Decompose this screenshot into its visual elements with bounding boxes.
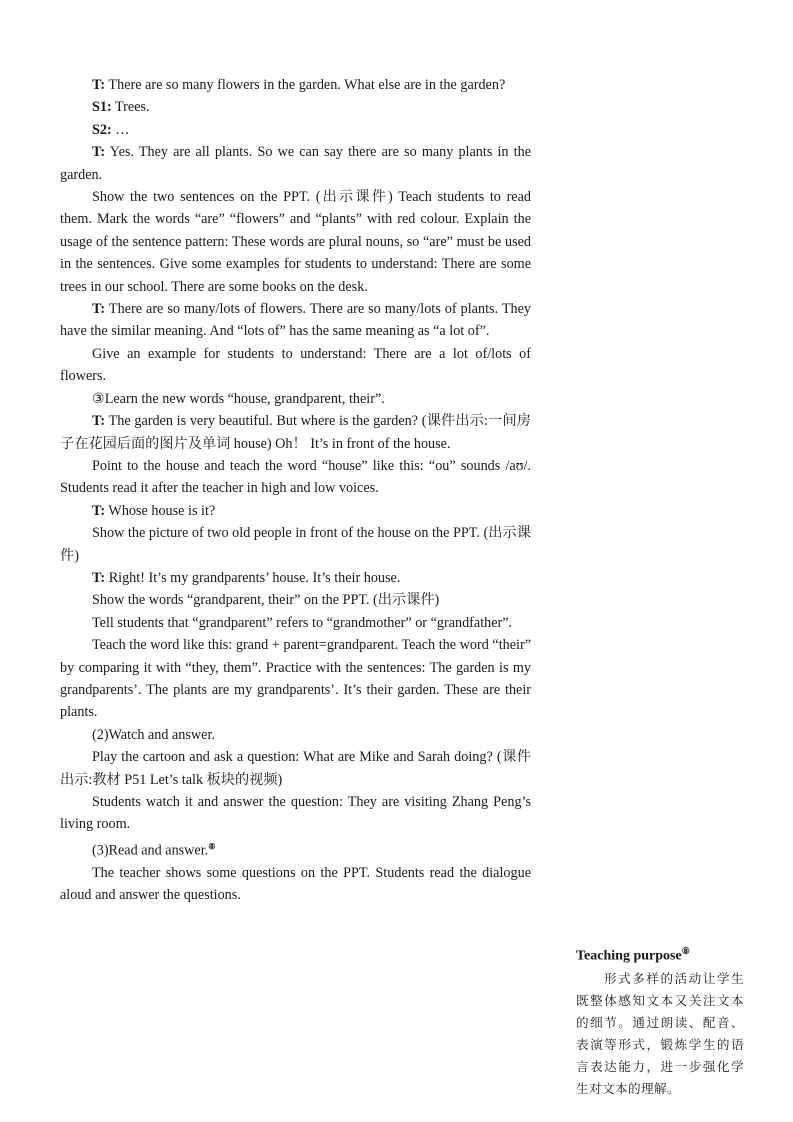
- note-title: [576, 940, 744, 968]
- step-heading: [60, 836, 531, 862]
- paragraph-text: Point to the house and teach the word “house” like this: “ou” sounds /aʊ/. Students read it after the teacher in high and low voices.: [60, 457, 531, 497]
- line-text: Trees.: [111, 99, 150, 116]
- paragraph-text: Play the cartoon and ask a question: What are Mike and Sarah doing? (课件出示:教材 P51 Let’s talk 板块的视频): [60, 749, 531, 788]
- instruction-paragraph: [60, 634, 531, 724]
- line-text: There are so many flowers in the garden. What else are in the garden?: [105, 77, 506, 93]
- instruction-paragraph: [60, 746, 531, 791]
- dialogue-line: [60, 96, 531, 118]
- dialogue-line: [60, 567, 531, 589]
- speaker-label: T:: [92, 413, 106, 430]
- instruction-paragraph: [60, 343, 531, 388]
- dialogue-line: [60, 298, 531, 343]
- line-text: …: [111, 121, 130, 138]
- line-text: Right! It’s my grandparents’ house. It’s their house.: [105, 569, 401, 586]
- line-text: There are so many/lots of flowers. There are so many/lots of plants. They have the similar meaning. And “lots of” has the same meaning as “a lot of”.: [60, 301, 531, 340]
- instruction-paragraph: [60, 455, 531, 500]
- speaker-label: T:: [92, 502, 106, 519]
- instruction-paragraph: [60, 862, 531, 907]
- dialogue-line: [60, 141, 531, 186]
- speaker-label: T:: [92, 77, 106, 93]
- paragraph-text: Give an example for students to understand: There are a lot of/lots of flowers.: [60, 345, 531, 385]
- line-text: Whose house is it?: [105, 502, 216, 519]
- dialogue-line: [60, 119, 531, 141]
- footnote-mark: ⑧: [681, 946, 690, 956]
- line-text: Yes. They are all plants. So we can say there are so many plants in the garden.: [60, 144, 531, 183]
- instruction-paragraph: [60, 522, 531, 567]
- speaker-label: S2:: [92, 121, 112, 138]
- teaching-purpose-note: [576, 940, 744, 1100]
- paragraph-text: Students watch it and answer the question: They are visiting Zhang Peng’s living room.: [60, 794, 531, 833]
- note-title-text: Teaching purpose: [576, 948, 682, 964]
- paragraph-text: The teacher shows some questions on the PPT. Students read the dialogue aloud and answer the questions.: [60, 864, 531, 904]
- instruction-paragraph: [60, 791, 531, 836]
- main-text-column: [60, 74, 531, 907]
- speaker-label: T:: [92, 569, 106, 586]
- paragraph-text: Tell students that “grandparent” refers to “grandmother” or “grandfather”.: [92, 614, 513, 631]
- dialogue-line: [60, 410, 531, 455]
- paragraph-text: ③Learn the new words “house, grandparent, their”.: [92, 390, 385, 407]
- step-heading: [60, 724, 531, 746]
- footnote-mark: ⑧: [208, 841, 216, 851]
- note-text: 形式多样的活动让学生既整体感知文本又关注文本的细节。通过朗读、配音、表演等形式，锻炼学生的语言表达能力，进一步强化学生对文本的理解。: [576, 971, 744, 1096]
- line-text: The garden is very beautiful. But where is the garden? (课件出示:一间房子在花园后面的图片及单词 house) Oh！ It’s in front of the house.: [60, 413, 531, 452]
- speaker-label: S1:: [92, 99, 112, 116]
- dialogue-line: [60, 500, 531, 522]
- instruction-paragraph: [60, 589, 531, 611]
- paragraph-text: Show the picture of two old people in front of the house on the PPT. (出示课件): [60, 525, 531, 564]
- speaker-label: T:: [92, 301, 106, 318]
- paragraph-text: (3)Read and answer.: [92, 842, 209, 859]
- instruction-paragraph: [60, 612, 531, 634]
- paragraph-text: Show the two sentences on the PPT. (出示课件) Teach students to read them. Mark the words “are” “flowers” and “plants” with red colour. Explain the usage of the sentence pattern: These words are plural nouns, so “are” must be used in the sentences. Give some examples for students to understand: There are some trees in our school. There are some books on the desk.: [60, 189, 531, 295]
- dialogue-line: [60, 74, 531, 96]
- paragraph-text: Show the words “grandparent, their” on the PPT. (出示课件): [92, 592, 440, 609]
- paragraph-text: Teach the word like this: grand + parent=grandparent. Teach the word “their” by comparing it with “they, them”. Practice with the sentences: The garden is my grandparents’. The plants are my grandparents’. It’s their garden. These are their plants.: [60, 637, 531, 721]
- instruction-paragraph: [60, 186, 531, 298]
- paragraph-text: (2)Watch and answer.: [92, 726, 215, 743]
- step-heading: [60, 388, 531, 410]
- speaker-label: T:: [92, 144, 106, 161]
